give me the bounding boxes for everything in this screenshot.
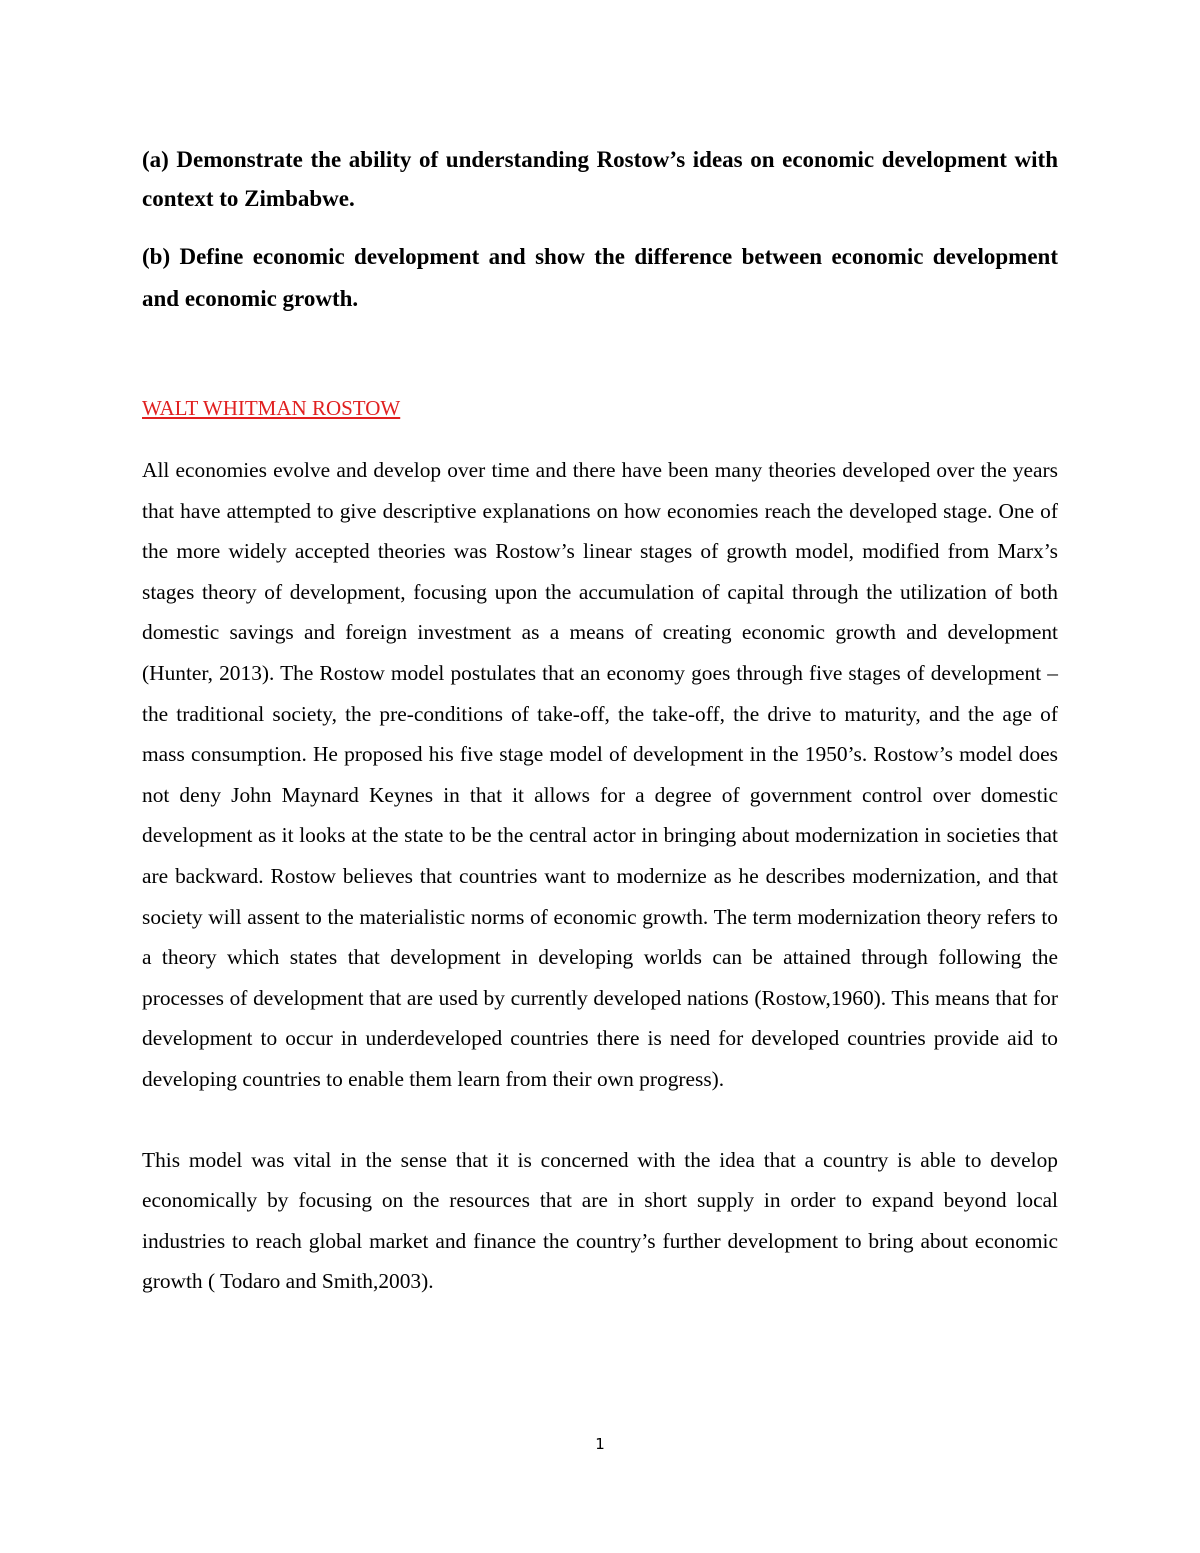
question-a: (a) Demonstrate the ability of understanding Rostow’s ideas on economic development with context to Zimbabwe. <box>142 147 1058 211</box>
body-paragraph-2: This model was vital in the sense that it is concerned with the idea that a country is able to develop economically by focusing on the resources that are in short supply in order to expand beyond local industries to reach global market and finance the country’s further development to bring about economic growth ( Todaro and Smith,2003). <box>142 1147 1058 1294</box>
section-heading: WALT WHITMAN ROSTOW <box>142 396 401 420</box>
page-content <box>142 140 1058 1302</box>
question-b: (b) Define economic development and show the difference between economic development and economic growth. <box>142 244 1058 311</box>
page-number: 1 <box>595 1435 605 1453</box>
body-paragraph-1: All economies evolve and develop over time and there have been many theories developed over the years that have attempted to give descriptive explanations on how economies reach the developed stage. One of the more widely accepted theories was Rostow’s linear stages of growth model, modified from Marx’s stages theory of development, focusing upon the accumulation of capital through the utilization of both domestic savings and foreign investment as a means of creating economic growth and development (Hunter, 2013). The Rostow model postulates that an economy goes through five stages of development – the traditional society, the pre-conditions of take-off, the take-off, the drive to maturity, and the age of mass consumption. He proposed his five stage model of development in the 1950’s. Rostow’s model does not deny John Maynard Keynes in that it allows for a degree of government control over domestic development as it looks at the state to be the central actor in bringing about modernization in societies that are backward. Rostow believes that countries want to modernize as he describes modernization, and that society will assent to the materialistic norms of economic growth. The term modernization theory refers to a theory which states that development in developing worlds can be attained through following the processes of development that are used by currently developed nations (Rostow,1960). This means that for development to occur in underdeveloped countries there is need for developed countries provide aid to developing countries to enable them learn from their own progress). <box>142 458 1058 1091</box>
